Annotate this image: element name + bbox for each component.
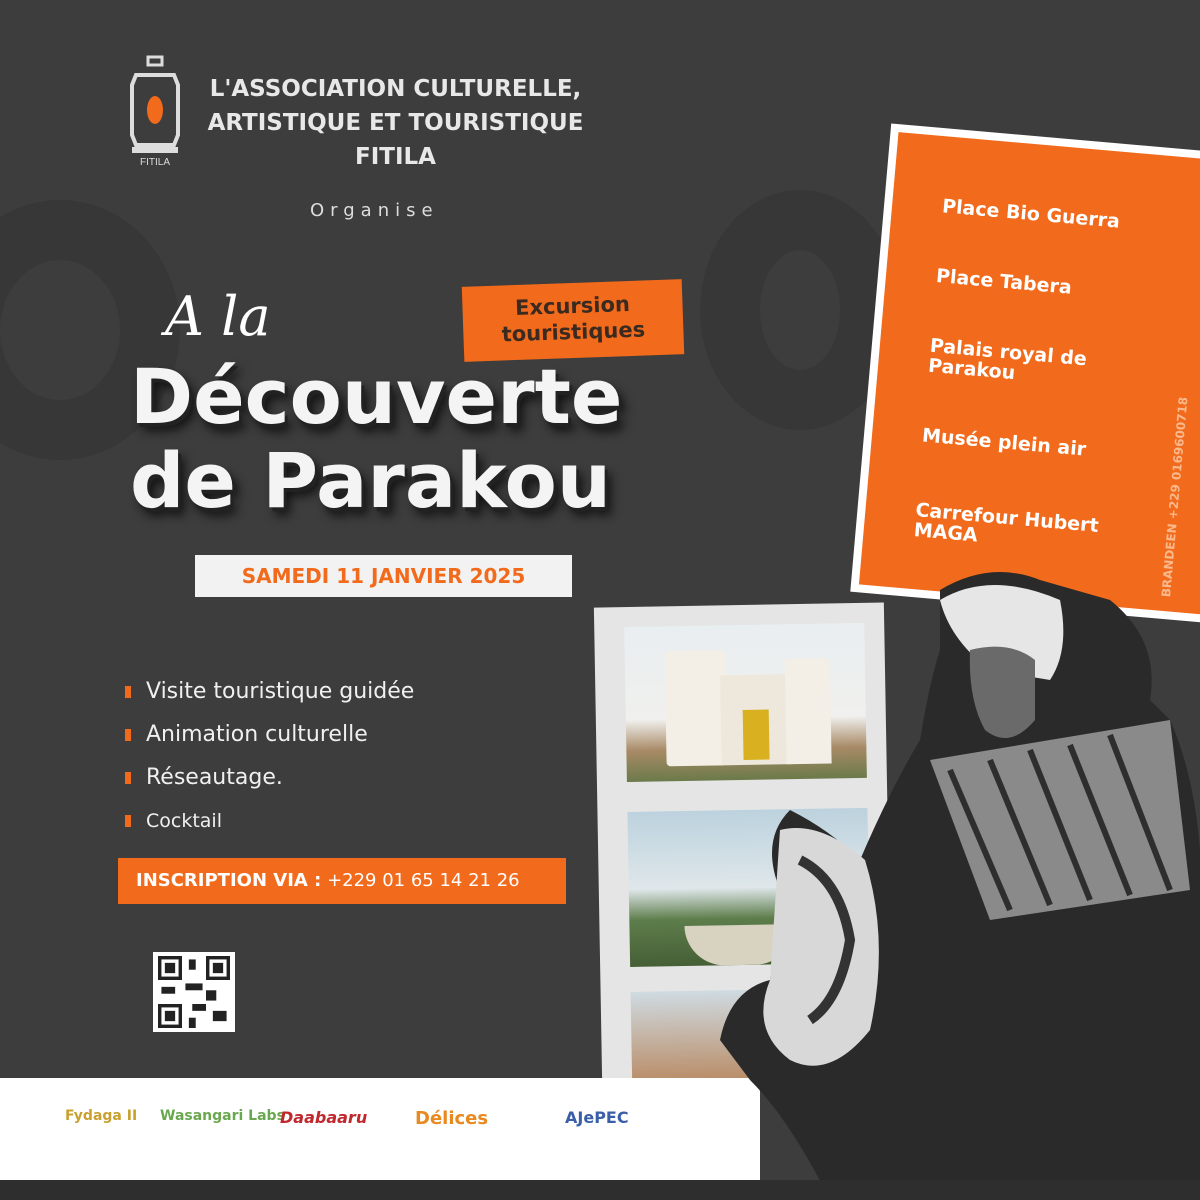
tag-line: Excursion: [514, 292, 631, 321]
place-item: Palais royal de Parakou: [927, 334, 1088, 385]
organizer-name: [198, 72, 593, 174]
sponsor-logo: Fydaga II: [65, 1108, 138, 1124]
sponsor-logo: Daabaaru: [280, 1108, 368, 1127]
place-item: Place Tabera: [935, 264, 1073, 299]
list-item: [125, 713, 414, 756]
inscription-banner: [118, 858, 566, 904]
organizer-line: FITILA: [355, 144, 436, 170]
qr-code-icon[interactable]: [153, 952, 235, 1032]
activity-label: Visite touristique guidée: [146, 679, 415, 704]
organise-label: Organise: [310, 200, 439, 221]
title-line: Découverte: [130, 352, 623, 441]
title-line: de Parakou: [130, 436, 611, 525]
bottom-strip: [0, 1180, 1200, 1200]
itinerary-panel: [850, 123, 1200, 626]
activity-label: Cocktail: [146, 809, 222, 832]
script-heading: A la: [165, 285, 271, 348]
designer-credit: BRANDEEN +229 0169600718: [1159, 396, 1191, 598]
inscription-phone[interactable]: +229 01 65 14 21 26: [327, 870, 520, 891]
place-item: Musée plein air: [921, 424, 1088, 461]
sponsor-logo: Délices: [415, 1108, 489, 1129]
inscription-label: INSCRIPTION VIA :: [136, 870, 322, 891]
organizer-line: L'ASSOCIATION CULTURELLE,: [209, 76, 582, 102]
place-item: Carrefour Hubert MAGA: [912, 499, 1100, 547]
lantern-logo: [128, 55, 182, 170]
activity-label: Réseautage.: [146, 765, 283, 790]
tag-line: touristiques: [501, 317, 646, 347]
sponsor-logo: AJePEC: [565, 1108, 629, 1127]
organizer-line: ARTISTIQUE ET TOURISTIQUE: [207, 110, 584, 136]
bullet-icon: [125, 686, 131, 698]
event-title: [130, 352, 623, 525]
list-item: [125, 670, 414, 713]
activities-list: [125, 670, 414, 842]
list-item: [125, 799, 414, 842]
bullet-icon: [125, 729, 131, 741]
sponsors-bar: [0, 1078, 760, 1180]
list-item: [125, 756, 414, 799]
bullet-icon: [125, 772, 131, 784]
place-item: Place Bio Guerra: [941, 195, 1121, 233]
excursion-tag: [462, 279, 684, 362]
bullet-icon: [125, 815, 131, 827]
horseman-image: [690, 560, 1200, 1200]
svg-text:FITILA: FITILA: [139, 157, 171, 168]
sponsor-logo: Wasangari Labs: [160, 1108, 285, 1124]
event-date: SAMEDI 11 JANVIER 2025: [195, 555, 572, 597]
activity-label: Animation culturelle: [146, 722, 368, 747]
